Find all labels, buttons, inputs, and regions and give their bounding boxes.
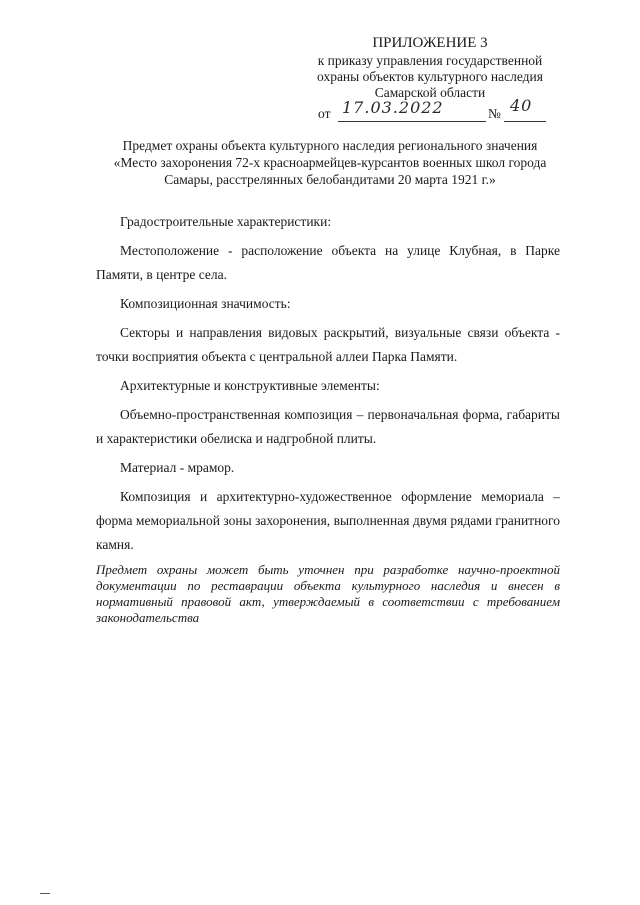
appendix-line: Самарской области xyxy=(374,85,486,100)
heading-line: Предмет охраны объекта культурного наследия регионального значения xyxy=(122,138,538,153)
appendix-line: к приказу управления государственной xyxy=(317,53,543,68)
compositional-significance-label: Композиционная значимость: xyxy=(120,296,291,311)
material-paragraph: Материал - мрамор. xyxy=(120,460,235,475)
document-heading xyxy=(95,137,565,188)
handwritten-date: 17.03.2022 xyxy=(342,98,444,117)
date-prefix: от xyxy=(318,106,331,121)
memorial-composition-paragraph: Композиция и архитектурно-художественное оформление мемориала – форма мемориальной зоны захоронения, выполненная двумя рядами гранитного камня. xyxy=(96,489,560,552)
heading-line: «Место захоронения 72-х красноармейцев-курсантов военных школ города xyxy=(113,155,547,170)
architectural-elements-label: Архитектурные и конструктивные элементы: xyxy=(120,378,380,393)
date-underline xyxy=(338,121,486,122)
appendix-line: охраны объектов культурного наследия xyxy=(317,69,543,84)
urban-characteristics-label: Градостроительные характеристики: xyxy=(120,214,332,229)
heading-line: Самары, расстрелянных белобандитами 20 марта 1921 г.» xyxy=(164,172,496,187)
location-paragraph: Местоположение - расположение объекта на улице Клубная, в Парке Памяти, в центре села. xyxy=(96,243,560,282)
handwritten-number: 40 xyxy=(510,96,533,115)
footnote-italic: Предмет охраны может быть уточнен при разработке научно-проектной документации по реставрации объекта культурного наследия и внесен в нормативный правовой акт, утверждаемый в соответствии с требованием законодательства xyxy=(96,562,560,625)
appendix-block xyxy=(305,34,555,101)
volume-composition-paragraph: Объемно-пространственная композиция – первоначальная форма, габариты и характеристики обелиска и надгробной плиты. xyxy=(96,407,560,446)
document-body xyxy=(96,210,560,562)
page-footer-mark xyxy=(40,893,50,894)
view-sectors-paragraph: Секторы и направления видовых раскрытий, визуальные связи объекта - точки восприятия объекта с центральной аллеи Парка Памяти. xyxy=(96,325,560,364)
number-underline xyxy=(504,121,546,122)
number-prefix: № xyxy=(488,106,501,121)
appendix-title: ПРИЛОЖЕНИЕ 3 xyxy=(372,35,488,51)
